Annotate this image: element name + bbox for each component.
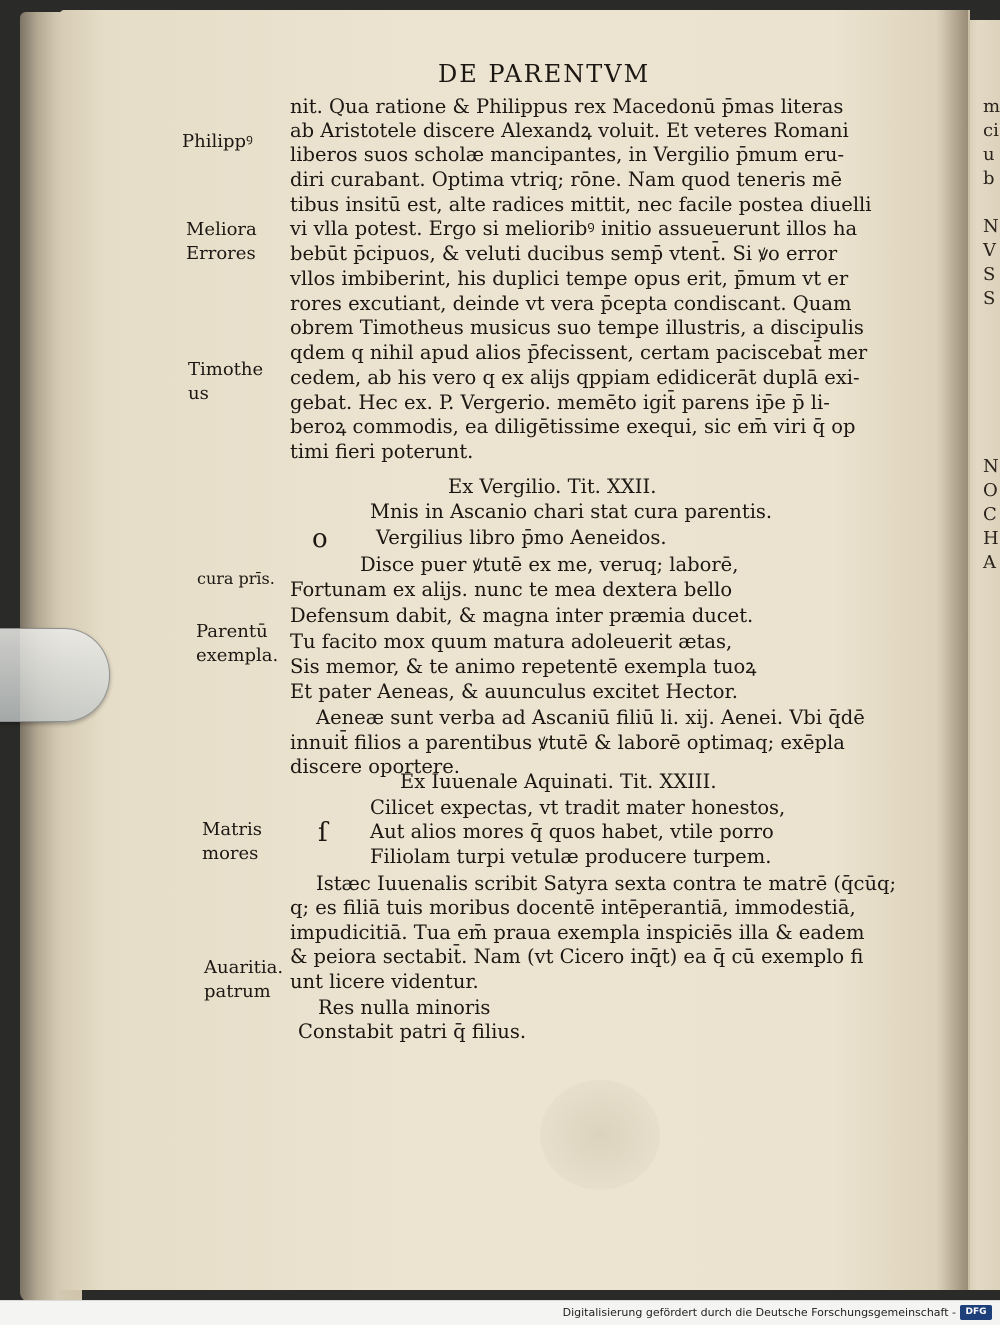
commentary-line: discere oportere. — [290, 755, 460, 778]
commentary-line: impudicitiā. Tua em̄ praua exempla inspiciēs illa & eadem — [290, 921, 865, 944]
body-line: obrem Timotheus musicus suo tempe illustris, a discipulis — [290, 316, 864, 339]
commentary-line: Aeneæ sunt verba ad Ascaniū filiū li. xij. Aenei. Vbi q̄dē — [316, 706, 865, 729]
margin-note-meliora: Meliora Errores — [186, 219, 257, 264]
verse-line: Aut alios mores q̄ quos habet, vtile porro — [370, 820, 774, 843]
initial-letter: ſ — [318, 818, 328, 848]
body-line: qdem q nihil apud alios p̄fecissent, certam paciscebat̄ mer — [290, 341, 868, 364]
margin-note-parentum: Parentū exempla. — [196, 621, 279, 666]
running-head: DE PARENTVM — [438, 60, 651, 88]
dfg-logo: DFG — [960, 1305, 992, 1320]
commentary-line: unt licere videntur. — [290, 970, 479, 993]
body-line: tibus insitū est, alte radices mittit, nec facile postea diuelli — [290, 193, 872, 216]
verse-line: Vergilius libro p̄mo Aeneidos. — [376, 526, 667, 549]
body-line: rores excutiant, deinde vt vera p̄cepta condiscant. Quam — [290, 292, 852, 315]
margin-note-philippus: Philippꝰ — [182, 131, 253, 152]
verse-line: Et pater Aeneas, & auunculus excitet Hector. — [290, 680, 738, 703]
body-line: nit. Qua ratione & Philippus rex Macedonū p̄mas literas — [290, 95, 844, 118]
body-line: timi fieri poterunt. — [290, 440, 474, 463]
body-line: liberos suos scholæ mancipantes, in Vergilio p̄mum eru- — [290, 143, 845, 166]
margin-note-cura: cura prīs. — [197, 569, 275, 588]
body-line: diri curabant. Optima vtriq; rōne. Nam quod teneris mē — [290, 168, 842, 191]
body-line: vi vlla potest. Ergo si melioribꝰ initio assueuerunt illos ha — [290, 217, 858, 240]
closing-line: Constabit patri q̄ filius. — [298, 1020, 527, 1043]
commentary-line: & peiora sectabit̄. Nam (vt Cicero inq̄t) ea q̄ cū exemplo fi — [290, 945, 864, 968]
verse-line: Filiolam turpi vetulæ producere turpem. — [370, 845, 772, 868]
footer-text: Digitalisierung gefördert durch die Deutsche Forschungsgemeinschaft - — [562, 1306, 956, 1319]
commentary-line: innuit̄ filios a parentibus ꝟtutē & laborē optimaq; exēpla — [290, 731, 845, 754]
verse-line: Sis memor, & te animo repetentē exempla tuoꝝ — [290, 655, 757, 678]
verse-line: Cilicet expectas, vt tradit mater honestos, — [370, 796, 786, 819]
closing-line: Res nulla minoris — [318, 996, 491, 1019]
section-heading: Ex Vergilio. Tit. XXII. — [448, 475, 657, 498]
verse-line: Defensum dabit, & magna inter præmia ducet. — [290, 604, 754, 627]
verse-line: Fortunam ex alijs. nunc te mea dextera bello — [290, 578, 733, 601]
page-clip — [0, 628, 110, 722]
margin-note-auaritia: Auaritia. patrum — [204, 957, 284, 1002]
verse-line: Tu facito mox quum matura adoleuerit ætas, — [290, 630, 733, 653]
verse-line: Mnis in Ascanio chari stat cura parentis. — [370, 500, 773, 523]
commentary-line: q; es filiā tuis moribus docentē intēperantiā, immodestiā, — [290, 896, 856, 919]
facing-page-text: m ci u b N V S S N O C H A — [983, 96, 1000, 573]
page-stain — [540, 1080, 660, 1190]
footer-bar — [0, 1300, 1000, 1325]
margin-note-timotheus: Timothe us — [188, 359, 264, 404]
initial-letter: o — [312, 524, 328, 554]
body-line: beroꝝ commodis, ea diligētissime exequi, sic em̄ viri q̄ op — [290, 415, 856, 438]
body-line: cedem, ab his vero q ex alijs qppiam edidicerāt duplā exi- — [290, 366, 860, 389]
body-line: ab Aristotele discere Alexandꝝ voluit. Et veteres Romani — [290, 119, 849, 142]
commentary-line: Istæc Iuuenalis scribit Satyra sexta contra te matrē (q̄cūq; — [316, 872, 897, 895]
body-line: bebūt p̄cipuos, & veluti ducibus semp̄ vtent̄. Si ꝟo error — [290, 242, 838, 265]
body-line: gebat. Hec ex. P. Vergerio. memēto igit̄ parens ip̄e p̄ li- — [290, 391, 830, 414]
margin-note-matris: Matris mores — [202, 819, 262, 864]
gutter-shadow — [936, 10, 968, 1290]
verse-line: Disce puer ꝟtutē ex me, veruq; laborē, — [360, 553, 739, 576]
section-heading: Ex Iuuenale Aquinati. Tit. XXIII. — [400, 770, 717, 793]
body-line: vllos imbiberint, his duplici tempe opus erit, p̄mum vt er — [290, 267, 849, 290]
